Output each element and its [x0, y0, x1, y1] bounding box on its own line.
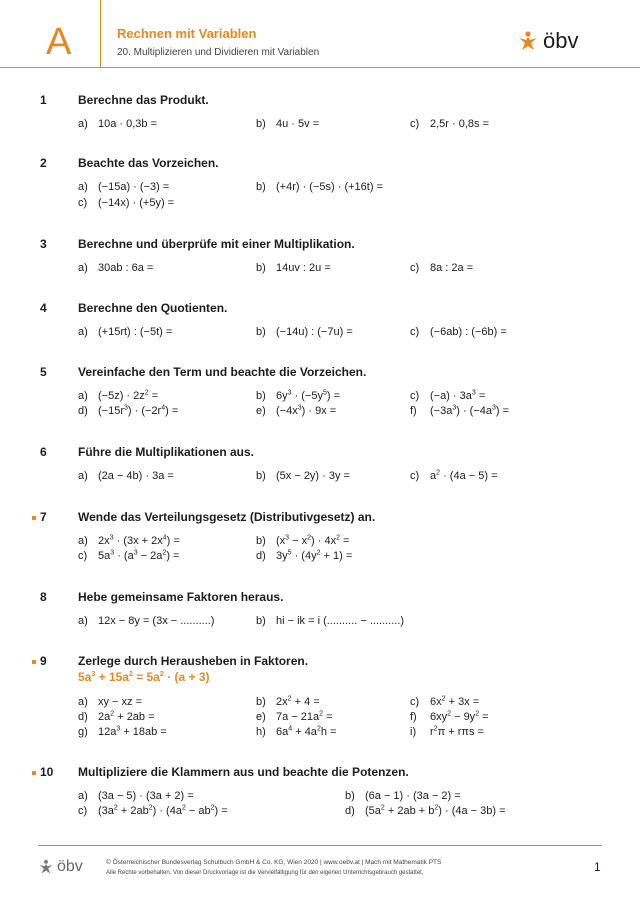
- star-person-icon: [517, 30, 539, 52]
- task-title: Führe die Multiplikationen aus.: [78, 445, 255, 459]
- task-number: 7: [40, 510, 47, 524]
- task-item: a) (3a − 5) · (3a + 2) =: [78, 790, 194, 802]
- footer-logo: [38, 859, 83, 875]
- task-item: a) $2x^3 \cdot (3x + 2x^4)$ =: [78, 534, 180, 547]
- task-item: b) (6a − 1) · (3a − 2) =: [345, 790, 461, 802]
- task-title: Berechne das Produkt.: [78, 93, 209, 107]
- difficulty-marker: [32, 660, 36, 664]
- footer-rule: [38, 845, 602, 846]
- task-item: c) $6x^2 + 3x$ =: [410, 695, 480, 708]
- task-item: f) $6xy^2 - 9y^2$ =: [410, 710, 489, 723]
- task-item: b) $2x^2 + 4$ =: [256, 695, 320, 708]
- task-item: b) (−14u) : (−7u) =: [256, 326, 353, 338]
- task-item: c) 8a : 2a =: [410, 262, 474, 274]
- task-number: 9: [40, 654, 47, 668]
- task-item: b) 4u · 5v =: [256, 118, 320, 130]
- task-item: c) $a^2 \cdot (4a - 5)$ =: [410, 469, 498, 482]
- task-title: Vereinfache den Term und beachte die Vorzeichen.: [78, 365, 367, 379]
- task-number: 1: [40, 93, 47, 107]
- logo-text: öbv: [543, 28, 579, 53]
- task-title: Wende das Verteilungsgesetz (Distributivgesetz) an.: [78, 510, 376, 524]
- task-item: b) 14uv : 2u =: [256, 262, 331, 274]
- task-example: $5a^3 + 15a^2 = 5a^2 \cdot (a + 3)$: [78, 670, 210, 684]
- task-title: Berechne den Quotienten.: [78, 301, 228, 315]
- task-item: c) $(-a) \cdot 3a^3$ =: [410, 389, 486, 402]
- task-item: b) (5x − 2y) · 3y =: [256, 470, 350, 482]
- task-title: Zerlege durch Herausheben in Faktoren.: [78, 654, 309, 668]
- task-item: c) $5a^3 \cdot (a^3 - 2a^2)$ =: [78, 549, 180, 562]
- task-item: h) $6a^4 + 4a^2h$ =: [256, 725, 337, 738]
- task-item: d) $(5a^2 + 2ab + b^2) \cdot (4a - 3b)$ =: [345, 804, 506, 817]
- task-item: b) $6y^3 \cdot (-5y^5)$ =: [256, 389, 341, 402]
- task-number: 3: [40, 237, 47, 251]
- task-item: c) 2,5r · 0,8s =: [410, 118, 490, 130]
- logo-text: öbv: [57, 858, 83, 875]
- task-item: a) 30ab : 6a =: [78, 262, 154, 274]
- task-title: Beachte das Vorzeichen.: [78, 156, 219, 170]
- difficulty-marker: [32, 771, 36, 775]
- task-item: b) $(x^3 - x^2) \cdot 4x^2$ =: [256, 534, 350, 547]
- task-item: e) $(-4x^3) \cdot 9x$ =: [256, 404, 337, 417]
- task-item: a) 12x − 8y = (3x − ..........): [78, 615, 215, 627]
- chapter-letter: A: [46, 21, 72, 63]
- task-item: b) (+4r) · (−5s) · (+16t) =: [256, 181, 383, 193]
- header-divider: [100, 0, 101, 67]
- task-item: d) $2a^2 + 2ab$ =: [78, 710, 155, 723]
- task-number: 4: [40, 301, 47, 315]
- task-number: 8: [40, 590, 47, 604]
- task-item: f) $(-3a^3) \cdot (-4a^3)$ =: [410, 404, 510, 417]
- star-person-icon: [38, 859, 54, 875]
- page-subtitle: 20. Multiplizieren und Dividieren mit Variablen: [117, 47, 320, 58]
- difficulty-marker: [32, 516, 36, 520]
- task-item: c) (−14x) · (+5y) =: [78, 197, 175, 209]
- task-item: i) $r^2\pi + r\pi s$ =: [410, 725, 484, 738]
- task-item: a) (2a − 4b) · 3a =: [78, 470, 174, 482]
- task-item: a) $(-5z) \cdot 2z^2$ =: [78, 389, 159, 402]
- task-title: Multipliziere die Klammern aus und beachte die Potenzen.: [78, 765, 409, 779]
- task-item: b) hi − ik = i (.......... − ..........): [256, 615, 405, 627]
- task-number: 10: [40, 765, 54, 779]
- task-item: d) $3y^5 \cdot (4y^2 + 1)$ =: [256, 549, 353, 562]
- header-rule: [0, 67, 640, 68]
- task-item: a) (+15rt) : (−5t) =: [78, 326, 173, 338]
- task-item: c) $(3a^2 + 2ab^2) \cdot (4a^2 - ab^2)$ =: [78, 804, 228, 817]
- task-number: 6: [40, 445, 47, 459]
- task-item: g) $12a^3 + 18ab$ =: [78, 725, 167, 738]
- rights-text: Alle Rechte vorbehalten. Von dieser Druckvorlage ist die Vervielfältigung für den eigenen Unterrichtsgebrauch gestattet.: [106, 870, 424, 876]
- page-title: Rechnen mit Variablen: [117, 26, 257, 41]
- task-number: 2: [40, 156, 47, 170]
- task-item: d) $(-15r^3) \cdot (-2r^4)$ =: [78, 404, 179, 417]
- task-item: a) (−15a) · (−3) =: [78, 181, 170, 193]
- task-item: a) xy − xz =: [78, 696, 143, 708]
- task-number: 5: [40, 365, 47, 379]
- task-title: Berechne und überprüfe mit einer Multiplikation.: [78, 237, 355, 251]
- page-number: 1: [594, 860, 601, 874]
- task-title: Hebe gemeinsame Faktoren heraus.: [78, 590, 284, 604]
- task-item: a) 10a · 0,3b =: [78, 118, 158, 130]
- copyright-text: © Österreichischer Bundesverlag Schulbuch GmbH & Co. KG, Wien 2020 | www.oebv.at | Mach mit Mathematik PTS: [106, 859, 442, 866]
- task-item: c) (−6ab) : (−6b) =: [410, 326, 507, 338]
- task-item: e) $7a - 21a^2$ =: [256, 710, 333, 723]
- publisher-logo: [517, 28, 578, 54]
